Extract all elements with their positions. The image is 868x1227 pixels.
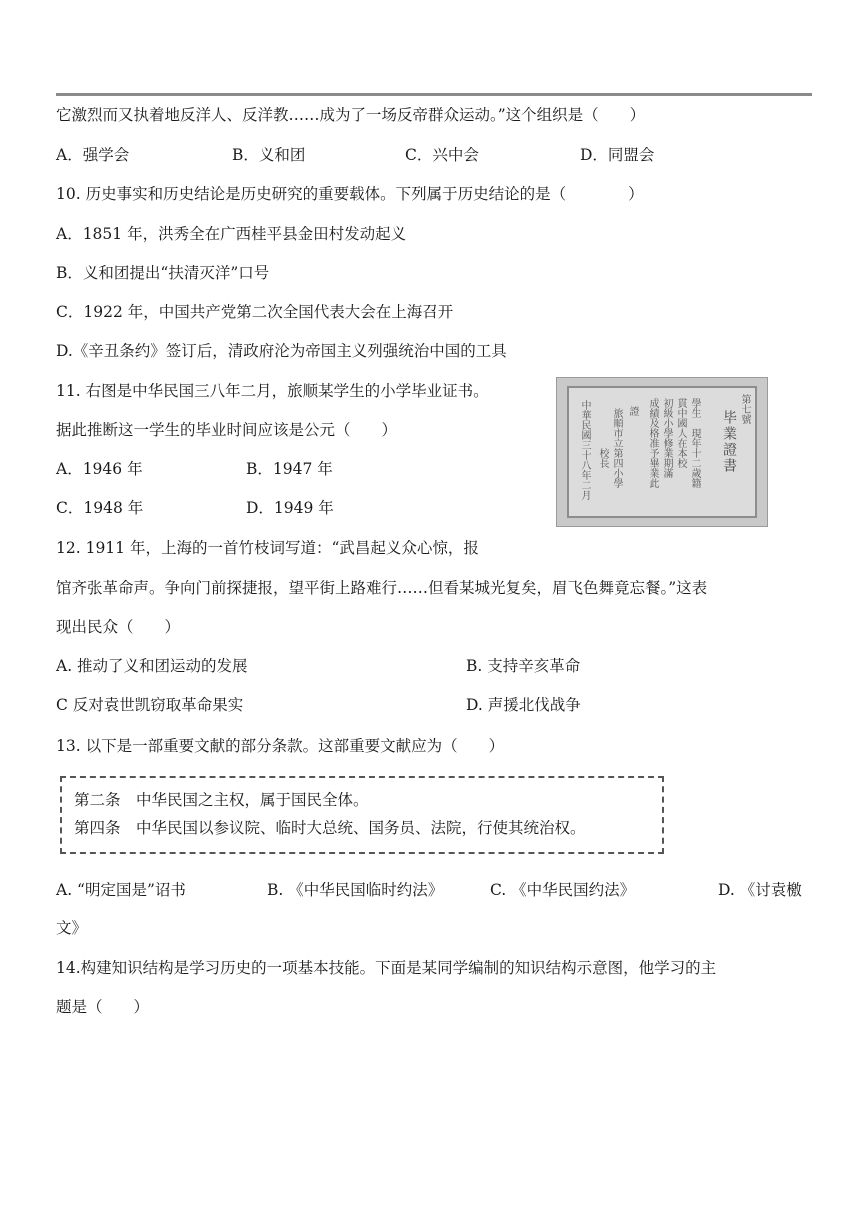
q13-option-a[interactable]: A. “明定国是”诏书 bbox=[56, 881, 186, 899]
certificate-text-col-5: 證 bbox=[627, 406, 638, 416]
q14-stem-line2: 题是（ ） bbox=[56, 998, 150, 1016]
certificate-date: 中華民國三十八年二月 bbox=[579, 400, 590, 500]
document-article-2: 第二条 中华民国之主权，属于国民全体。 bbox=[74, 791, 369, 809]
q13-option-d[interactable]: D. 《讨袁檄 bbox=[718, 881, 802, 899]
q9-option-a[interactable]: A．强学会 bbox=[56, 146, 130, 164]
q12-option-d[interactable]: D. 声援北伐战争 bbox=[466, 696, 581, 714]
certificate-number: 第七號 bbox=[739, 394, 750, 424]
q9-option-d[interactable]: D．同盟会 bbox=[580, 146, 655, 164]
q11-option-d[interactable]: D．1949 年 bbox=[246, 499, 334, 517]
q12-stem-line2: 馆齐张革命声。争向门前探捷报，望平街上路难行……但看某城光复矣，眉飞色舞竟忘餐。”这表 bbox=[56, 579, 708, 597]
q10-option-c[interactable]: C．1922 年，中国共产党第二次全国代表大会在上海召开 bbox=[56, 303, 454, 321]
q12-option-a[interactable]: A. 推动了义和团运动的发展 bbox=[56, 657, 248, 675]
graduation-certificate-image bbox=[556, 377, 768, 527]
q12-stem-line1: 12. 1911 年，上海的一首竹枝词写道：“武昌起义众心惊，报 bbox=[56, 539, 479, 557]
q10-stem: 10. 历史事实和历史结论是历史研究的重要载体。下列属于历史结论的是（ ） bbox=[56, 185, 644, 203]
q13-option-d-wrap: 文》 bbox=[56, 919, 88, 937]
q9-option-c[interactable]: C．兴中会 bbox=[405, 146, 479, 164]
certificate-text-col-4: 成績及格准予畢業此 bbox=[647, 398, 658, 488]
q13-option-b[interactable]: B. 《中华民国临时约法》 bbox=[267, 881, 444, 899]
q11-option-a[interactable]: A．1946 年 bbox=[56, 460, 143, 478]
q11-option-b[interactable]: B．1947 年 bbox=[246, 460, 333, 478]
q13-stem: 13. 以下是一部重要文献的部分条款。这部重要文献应为（ ） bbox=[56, 737, 505, 755]
q9-option-b[interactable]: B．义和团 bbox=[232, 146, 306, 164]
q13-option-c[interactable]: C. 《中华民国约法》 bbox=[490, 881, 636, 899]
certificate-text-col-3: 初級小學修業期滿 bbox=[661, 398, 672, 478]
q12-stem-line3: 现出民众（ ） bbox=[56, 618, 181, 636]
q9-stem-tail: 它激烈而又执着地反洋人、反洋教……成为了一场反帝群众运动。”这个组织是（ ） bbox=[56, 106, 646, 124]
certificate-text-col-1: 學生 現年十二歲籍 bbox=[689, 398, 700, 488]
q11-stem-line2: 据此推断这一学生的毕业时间应该是公元（ ） bbox=[56, 421, 398, 439]
q10-option-a[interactable]: A．1851 年，洪秀全在广西桂平县金田村发动起义 bbox=[56, 225, 407, 243]
q10-option-b[interactable]: B．义和团提出“扶清灭洋”口号 bbox=[56, 264, 270, 282]
document-article-4: 第四条 中华民国以参议院、临时大总统、国务员、法院，行使其统治权。 bbox=[74, 819, 586, 837]
certificate-frame bbox=[567, 386, 757, 518]
certificate-principal: 校長 bbox=[597, 448, 608, 468]
q10-option-d[interactable]: D.《辛丑条约》签订后，清政府沦为帝国主义列强统治中国的工具 bbox=[56, 342, 507, 360]
q11-stem-line1: 11. 右图是中华民国三八年二月，旅顺某学生的小学毕业证书。 bbox=[56, 382, 489, 400]
q12-option-c[interactable]: C 反对袁世凯窃取革命果实 bbox=[56, 696, 244, 714]
certificate-text-col-2: 貫中國人在本校 bbox=[675, 398, 686, 468]
header-rule bbox=[56, 93, 812, 96]
certificate-title: 毕業證書 bbox=[721, 410, 737, 474]
q11-option-c[interactable]: C．1948 年 bbox=[56, 499, 144, 517]
certificate-school-name: 旅順市立第四小學 bbox=[611, 408, 622, 488]
document-excerpt-box bbox=[60, 776, 664, 854]
q12-option-b[interactable]: B. 支持辛亥革命 bbox=[466, 657, 581, 675]
q14-stem-line1: 14.构建知识结构是学习历史的一项基本技能。下面是某同学编制的知识结构示意图，他学习的主 bbox=[56, 959, 717, 977]
